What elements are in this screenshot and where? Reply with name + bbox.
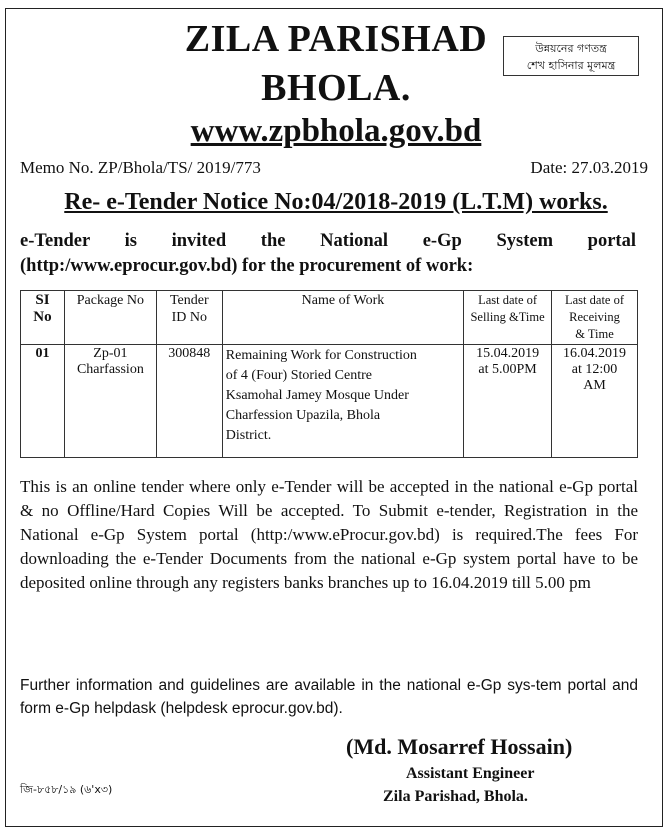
- header-receiving-line3: & Time: [575, 327, 614, 341]
- works-table: [20, 290, 638, 458]
- body-paragraph-1: This is an online tender where only e-Tender will be accepted in the national e-Gp portal & no Offline/Hard Copies Will be accepted. To Submit e-tender, Registration in the National e-Gp System portal (http:/www.eProcur.gov.bd) is required.The fees For downloading the e-Tender Documents from the national e-Gp system portal have to be deposited online through any registers banks branches up to 16.04.2019 till 5.00 pm: [20, 477, 638, 592]
- header-selling-line1: Last date of: [478, 293, 538, 307]
- header-name-of-work: Name of Work: [222, 291, 463, 345]
- header-sl-line2: No: [33, 309, 52, 325]
- notice-heading: Re- e-Tender Notice No:04/2018-2019 (L.T.M) works.: [64, 189, 608, 215]
- table-row: [21, 345, 638, 458]
- cell-work-line4: Charfession Upazila, Bhola: [225, 408, 381, 423]
- header-receiving-line2: Receiving: [569, 310, 620, 324]
- header-tender-line2: ID No: [171, 310, 207, 325]
- header-receiving: [552, 291, 638, 345]
- cell-receiving-line3: AM: [583, 378, 606, 393]
- cell-work-line5: District.: [225, 428, 272, 443]
- notice-date: Date: 27.03.2019: [530, 158, 648, 177]
- intro-line2: (http:/www.eprocur.gov.bd) for the procurement of work:: [20, 256, 474, 276]
- header-sl: [21, 291, 65, 345]
- signatory-name: (Md. Mosarref Hossain): [346, 734, 573, 759]
- intro-line1: e-Tender is invited the National e-Gp System portal: [20, 231, 636, 251]
- page-title: ZILA PARISHAD: [184, 18, 488, 60]
- slogan-box: [503, 36, 639, 76]
- cell-package-line2: Charfassion: [76, 362, 144, 377]
- print-reference: জি-৮৫৮/১৯ (৬'x৩): [20, 783, 113, 796]
- cell-work-line3: Ksamohal Jamey Mosque Under: [225, 388, 409, 403]
- memo-number: Memo No. ZP/Bhola/TS/ 2019/773: [20, 158, 261, 177]
- table-header-row: [21, 291, 638, 345]
- cell-selling-line2: at 5.00PM: [478, 362, 537, 377]
- header-selling-line2: Selling &Time: [470, 310, 545, 324]
- cell-receiving-line2: at 12:00: [571, 362, 618, 377]
- page-title-line2: BHOLA.: [261, 67, 411, 109]
- cell-receiving: [552, 345, 638, 458]
- cell-package-line1: Zp-01: [93, 346, 128, 361]
- cell-receiving-line1: 16.04.2019: [563, 346, 627, 361]
- header-selling: [464, 291, 552, 345]
- header-receiving-line1: Last date of: [565, 293, 625, 307]
- signatory-designation: Assistant Engineer: [406, 765, 535, 782]
- cell-package: [64, 345, 156, 458]
- header-sl-line1: SI: [35, 292, 50, 308]
- cell-tender-id: 300848: [156, 345, 222, 458]
- cell-selling-line1: 15.04.2019: [476, 346, 540, 361]
- cell-selling: [464, 345, 552, 458]
- header-tender-line1: Tender: [169, 293, 209, 308]
- cell-name-of-work: [222, 345, 463, 458]
- cell-work-line1: Remaining Work for Construction: [225, 348, 417, 363]
- slogan-line1: উন্নয়নের গণতন্ত্র: [535, 42, 607, 55]
- header-package: Package No: [64, 291, 156, 345]
- website-link[interactable]: www.zpbhola.gov.bd: [190, 113, 482, 149]
- slogan-line2: শেখ হাসিনার মূলমন্ত্র: [526, 59, 616, 72]
- cell-work-line2: of 4 (Four) Storied Centre: [225, 368, 372, 383]
- body-paragraph-2: Further information and guidelines are available in the national e-Gp sys-tem portal and form e-Gp helpdask (helpdesk eprocur.gov.bd).: [20, 677, 638, 717]
- cell-sl: 01: [21, 345, 65, 458]
- header-tender-id: [156, 291, 222, 345]
- signatory-office: Zila Parishad, Bhola.: [383, 788, 528, 805]
